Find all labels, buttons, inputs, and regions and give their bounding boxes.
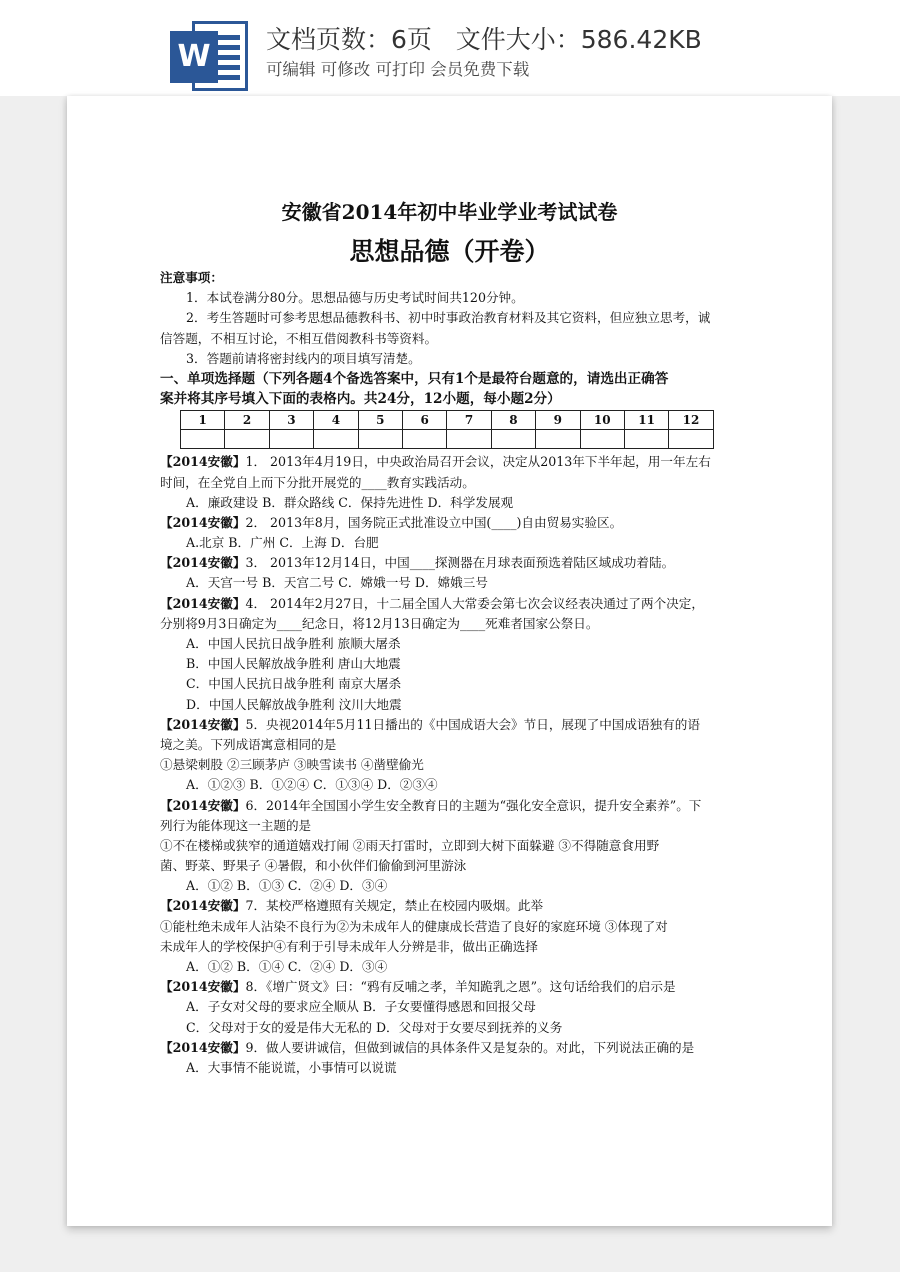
question-item <box>160 513 740 553</box>
question-list <box>160 452 740 1078</box>
banner-title: 文档页数：6页 文件大小：586.42KB <box>266 25 702 54</box>
question-item <box>160 796 740 897</box>
answer-cell[interactable] <box>181 430 225 449</box>
question-text-line: 【2014安徽】5．央视2014年5月11日播出的《中国成语大会》节日，展现了中国成语独有的语 <box>160 716 700 732</box>
question-option-line: A．大事情不能说谎，小事情可以说谎 <box>186 1059 397 1075</box>
note-line: 1．本试卷满分80分。思想品德与历史考试时间共120分钟。 <box>186 290 524 306</box>
answer-table-header-cell: 11 <box>624 411 668 430</box>
question-option-line: D．中国人民解放战争胜利 汶川大地震 <box>186 696 402 712</box>
question-option-line: A．子女对父母的要求应全顺从 B．子女要懂得感恩和回报父母 <box>186 999 536 1015</box>
question-option-line: B．中国人民解放战争胜利 唐山大地震 <box>186 656 401 672</box>
answer-cell[interactable] <box>358 430 402 449</box>
question-text-line: 分别将9月3日确定为____纪念日，将12月13日确定为____死难者国家公祭日。 <box>160 615 599 631</box>
exam-content <box>160 268 740 1078</box>
question-text-line: 【2014安徽】6．2014年全国国小学生安全教育日的主题为“强化安全意识，提升安全素养”。下 <box>160 797 702 813</box>
question-option-line: A．①② B．①③ C．②④ D．③④ <box>186 878 388 894</box>
answer-cell[interactable] <box>580 430 624 449</box>
question-source-tag: 【2014安徽】 <box>160 454 246 470</box>
answer-cell[interactable] <box>225 430 269 449</box>
question-option-line: A．①② B．①④ C．②④ D．③④ <box>186 959 388 974</box>
answer-table-header-cell: 3 <box>269 411 313 430</box>
answer-cell[interactable] <box>491 430 535 449</box>
question-text-line: 【2014安徽】7．某校严格遵照有关规定，禁止在校园内吸烟。此举 <box>160 898 544 914</box>
question-source-tag: 【2014安徽】 <box>160 797 246 813</box>
question-option-line: A．①②③ B．①②④ C．①③④ D．②③④ <box>186 777 438 793</box>
question-source-tag: 【2014安徽】 <box>160 514 246 530</box>
question-text-line: 菌、野菜、野果子 ④暑假，和小伙伴们偷偷到河里游泳 <box>160 858 467 874</box>
question-item <box>160 553 740 593</box>
question-item <box>160 896 740 977</box>
question-source-tag: 【2014安徽】 <box>160 555 246 571</box>
answer-table <box>180 410 714 449</box>
question-text-line: ①能杜绝未成年人沾染不良行为②为未成年人的健康成长营造了良好的家庭环境 ③体现了对 <box>160 918 668 934</box>
answer-table-header-cell: 5 <box>358 411 402 430</box>
answer-table-header-cell: 7 <box>447 411 491 430</box>
section-heading: 案并将其序号填入下面的表格内。共24分，12小题，每小题2分） <box>160 391 561 408</box>
notes-heading: 注意事项： <box>160 270 223 285</box>
question-item <box>160 715 740 796</box>
answer-cell[interactable] <box>269 430 313 449</box>
question-text-line: ①不在楼梯或狭窄的通道嬉戏打闹 ②雨天打雷时，立即到大树下面躲避 ③不得随意食用野 <box>160 837 660 853</box>
question-option-line: C．中国人民抗日战争胜利 南京大屠杀 <box>186 676 402 692</box>
answer-cell[interactable] <box>402 430 446 449</box>
question-option-line: A．廉政建设 B．群众路线 C．保持先进性 D．科学发展观 <box>186 494 514 510</box>
answer-table-header-cell: 10 <box>580 411 624 430</box>
note-line: 2．考生答题时可参考思想品德教科书、初中时事政治教育材料及其它资料，但应独立思考，诚 <box>186 310 711 326</box>
question-option-line: A．中国人民抗日战争胜利 旅顺大屠杀 <box>186 636 401 651</box>
question-source-tag: 【2014安徽】 <box>160 595 246 611</box>
question-item <box>160 594 740 715</box>
note-line: 信答题，不相互讨论，不相互借阅教科书等资料。 <box>160 330 438 346</box>
question-item <box>160 1038 740 1078</box>
question-text-line: 境之美。下列成语寓意相同的是 <box>160 736 337 752</box>
question-source-tag: 【2014安徽】 <box>160 979 246 995</box>
answer-cell[interactable] <box>669 430 713 449</box>
question-source-tag: 【2014安徽】 <box>160 716 246 732</box>
question-text-line: 时间，在全党自上而下分批开展党的____教育实践活动。 <box>160 474 475 490</box>
question-text-line: 【2014安徽】9．做人要讲诚信，但做到诚信的具体条件又是复杂的。对此，下列说法正确的是 <box>160 1039 695 1055</box>
question-text-line: ①悬梁刺股 ②三顾茅庐 ③映雪读书 ④凿壁偷光 <box>160 757 424 773</box>
question-text-line: 【2014安徽】2． 2013年8月，国务院正式批准设立中国(____)自由贸易实验区。 <box>160 514 623 530</box>
question-text-line: 【2014安徽】1． 2013年4月19日，中央政治局召开会议，决定从2013年下半年起，用一年左右 <box>160 454 711 470</box>
question-option-line: A．天宫一号 B．天宫二号 C．嫦娥一号 D．嫦娥三号 <box>186 575 488 591</box>
answer-table-header-cell: 6 <box>402 411 446 430</box>
question-text-line: 未成年人的学校保护④有利于引导未成年人分辨是非，做出正确选择 <box>160 938 538 954</box>
answer-cell[interactable] <box>624 430 668 449</box>
answer-table-header-cell: 4 <box>314 411 358 430</box>
note-line: 3．答题前请将密封线内的项目填写清楚。 <box>186 350 421 366</box>
question-text-line: 列行为能体现这一主题的是 <box>160 817 312 833</box>
question-source-tag: 【2014安徽】 <box>160 1039 246 1055</box>
question-source-tag: 【2014安徽】 <box>160 898 246 914</box>
question-text-line: 【2014安徽】4． 2014年2月27日，十二届全国人大常委会第七次会议经表决通过了两个决定， <box>160 595 704 611</box>
question-option-line: A.北京 B．广州 C．上海 D．台肥 <box>186 535 379 551</box>
answer-cell[interactable] <box>314 430 358 449</box>
word-document-icon: W <box>170 21 252 95</box>
question-item <box>160 452 740 513</box>
answer-table-header-cell: 12 <box>669 411 713 430</box>
question-text-line: 【2014安徽】3． 2013年12月14日，中国____探测器在月球表面预选着陆区域成功着陆。 <box>160 555 675 571</box>
exam-title: 安徽省2014年初中毕业学业考试试卷 <box>281 200 618 224</box>
banner-subtitle: 可编辑 可修改 可打印 会员免费下载 <box>266 60 530 79</box>
question-option-line: C．父母对于女的爱是伟大无私的 D．父母对于女要尽到抚养的义务 <box>186 1019 563 1035</box>
section-heading: 一、单项选择题（下列各题4个备选答案中，只有1个是最符台题意的，请选出正确答 <box>160 370 669 387</box>
answer-table-header-cell: 8 <box>491 411 535 430</box>
answer-cell[interactable] <box>447 430 491 449</box>
answer-cell[interactable] <box>536 430 580 449</box>
answer-table-header-cell: 1 <box>181 411 225 430</box>
doc-info-banner <box>0 0 900 96</box>
question-item <box>160 977 740 1038</box>
exam-subject-title: 思想品德（开卷） <box>349 237 550 266</box>
answer-table-header-cell: 9 <box>536 411 580 430</box>
question-text-line: 【2014安徽】8．《增广贤文》曰：“鸦有反哺之孝，羊知跪乳之恩”。这句话给我们的启示是 <box>160 979 676 995</box>
answer-table-header-cell: 2 <box>225 411 269 430</box>
